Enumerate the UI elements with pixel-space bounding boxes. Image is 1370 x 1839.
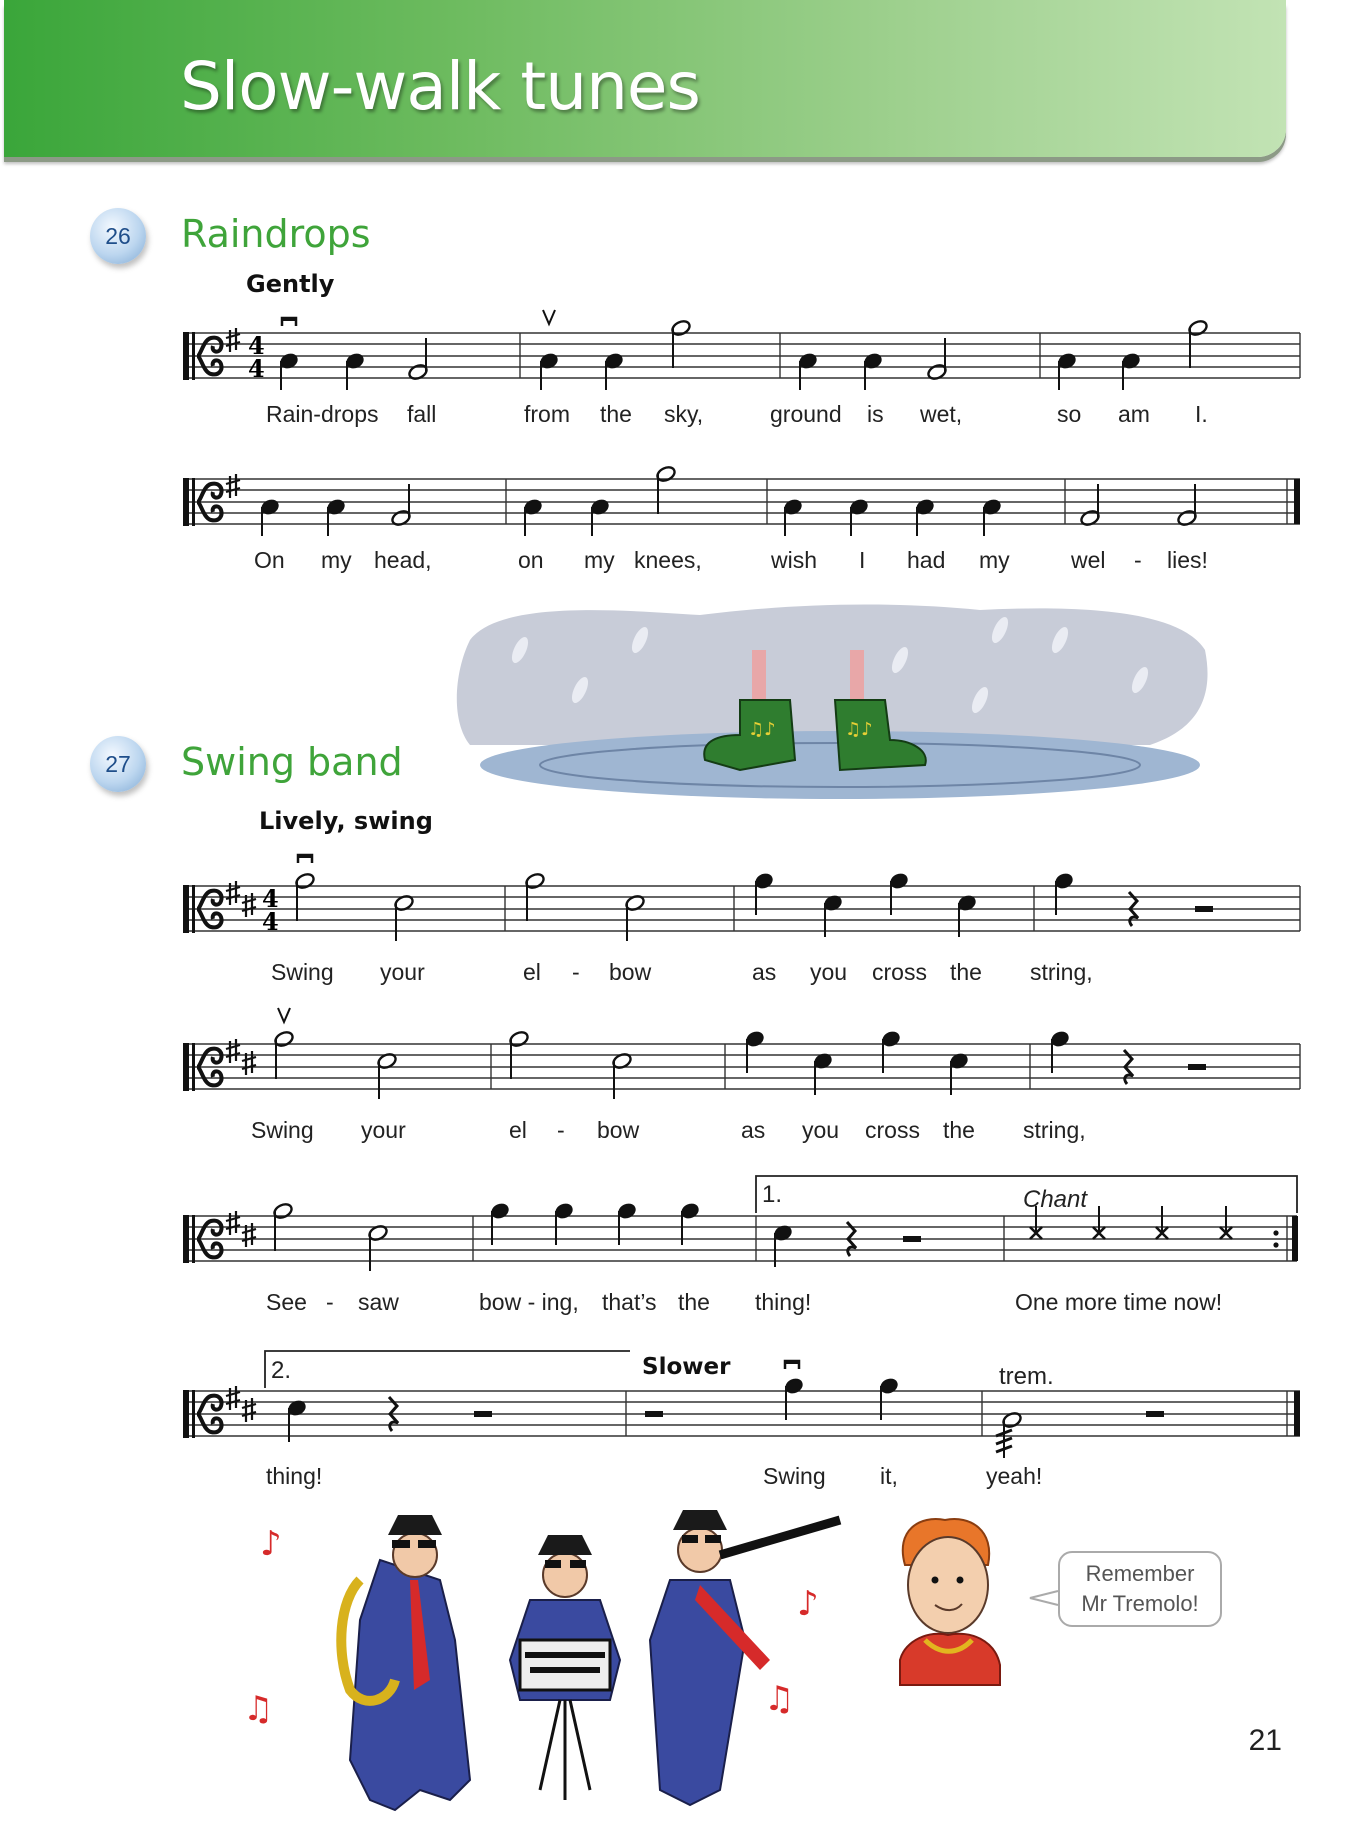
svg-text:the: the	[600, 401, 632, 427]
svg-text:4: 4	[262, 907, 279, 936]
lyrics-swing-3	[266, 1289, 1222, 1315]
svg-text:head,: head,	[374, 547, 432, 573]
svg-text:so: so	[1057, 401, 1082, 427]
svg-text:-: -	[1134, 547, 1142, 573]
svg-text:sky,: sky,	[664, 401, 704, 427]
svg-text:One more time now!: One more time now!	[1015, 1289, 1223, 1315]
svg-text:my: my	[584, 547, 615, 573]
wellies-in-rain-illustration	[457, 605, 1208, 799]
svg-text:as: as	[741, 1117, 766, 1143]
track-number: 27	[105, 750, 131, 777]
svg-text:♫: ♫	[243, 1689, 274, 1729]
page-number: 21	[1248, 1724, 1282, 1757]
svg-text:See: See	[266, 1289, 307, 1315]
song-title-swing-band: Swing band	[181, 740, 403, 784]
speech-bubble-line-2: Mr Tremolo!	[1081, 1591, 1199, 1616]
svg-text:4: 4	[248, 331, 265, 360]
svg-text:♫: ♫	[764, 1679, 795, 1719]
svg-text:string,: string,	[1030, 959, 1093, 985]
svg-text:it,: it,	[880, 1463, 898, 1489]
tremolo-marking: trem.	[999, 1363, 1054, 1390]
lyrics-swing-4	[266, 1463, 1042, 1489]
svg-text:wish: wish	[771, 547, 818, 573]
svg-text:yeah!: yeah!	[986, 1463, 1043, 1489]
svg-text:the: the	[678, 1289, 710, 1315]
svg-text:4: 4	[262, 884, 279, 913]
svg-text:♪: ♪	[797, 1584, 819, 1624]
svg-text:el: el	[509, 1117, 527, 1143]
staff-raindrops-2	[183, 479, 1300, 524]
svg-text:-: -	[557, 1117, 565, 1143]
svg-text:el: el	[523, 959, 541, 985]
saxophone-player-figure	[341, 1515, 470, 1810]
svg-text:I.: I.	[1195, 401, 1208, 427]
svg-text:from: from	[524, 401, 570, 427]
svg-text:bow - ing,: bow - ing,	[479, 1289, 579, 1315]
svg-text:your: your	[380, 959, 425, 985]
svg-text:bow: bow	[609, 959, 652, 985]
svg-text:your: your	[361, 1117, 406, 1143]
svg-text:♫♪: ♫♪	[748, 719, 776, 740]
jazz-band-illustration	[243, 1510, 840, 1810]
svg-text:my: my	[321, 547, 352, 573]
svg-text:saw: saw	[358, 1289, 399, 1315]
svg-text:my: my	[979, 547, 1010, 573]
notes-raindrops-1	[279, 319, 1208, 390]
svg-text:4: 4	[248, 354, 265, 383]
svg-text:fall: fall	[407, 401, 437, 427]
lyrics-swing-1	[271, 959, 1093, 985]
svg-text:am: am	[1118, 401, 1150, 427]
boy-character-illustration	[900, 1519, 1000, 1685]
tempo-marking: Lively, swing	[259, 807, 433, 835]
svg-text:wet,: wet,	[920, 401, 963, 427]
slower-marking: Slower	[642, 1354, 731, 1380]
svg-text:-: -	[572, 959, 580, 985]
lyrics-raindrops-1	[266, 401, 1208, 427]
svg-text:-: -	[326, 1289, 334, 1315]
svg-text:knees,: knees,	[634, 547, 702, 573]
svg-text:lies!: lies!	[1167, 547, 1208, 573]
svg-text:you: you	[810, 959, 848, 985]
track-number: 26	[105, 222, 131, 249]
staff-swing-2	[183, 1044, 1300, 1089]
svg-text:as: as	[752, 959, 777, 985]
svg-text:had: had	[907, 547, 946, 573]
notes-raindrops-2	[260, 465, 1197, 536]
page-title: Slow-walk tunes	[180, 48, 700, 125]
lyrics-swing-2	[251, 1117, 1086, 1143]
svg-text:bow: bow	[597, 1117, 640, 1143]
volta-1-label: 1.	[762, 1181, 783, 1208]
staff-swing-3	[183, 1216, 1298, 1261]
svg-text:is: is	[867, 401, 884, 427]
svg-text:the: the	[950, 959, 982, 985]
svg-text:cross: cross	[872, 959, 927, 985]
svg-text:ground: ground	[770, 401, 842, 427]
svg-text:On: On	[254, 547, 285, 573]
speech-bubble	[1058, 1551, 1222, 1627]
clarinet-player-figure	[650, 1510, 840, 1805]
svg-text:Swing: Swing	[271, 959, 334, 985]
volta-2-label: 2.	[271, 1357, 292, 1384]
svg-text:wel: wel	[1071, 547, 1106, 573]
drummer-figure	[510, 1535, 620, 1800]
svg-text:I: I	[859, 547, 866, 573]
svg-text:Swing: Swing	[763, 1463, 826, 1489]
lyrics-raindrops-2	[254, 547, 1208, 573]
svg-text:you: you	[802, 1117, 840, 1143]
svg-text:the: the	[943, 1117, 975, 1143]
svg-text:that’s: that’s	[602, 1289, 657, 1315]
song-title-raindrops: Raindrops	[181, 212, 371, 256]
chant-label: Chant	[1023, 1186, 1088, 1213]
svg-text:Swing: Swing	[251, 1117, 314, 1143]
svg-text:♫♪: ♫♪	[845, 719, 873, 740]
svg-text:♪: ♪	[260, 1524, 282, 1564]
svg-text:on: on	[518, 547, 544, 573]
svg-text:string,: string,	[1023, 1117, 1086, 1143]
svg-text:cross: cross	[865, 1117, 920, 1143]
svg-text:thing!: thing!	[266, 1463, 323, 1489]
volta-bracket-2	[265, 1351, 630, 1388]
svg-text:Rain-drops: Rain-drops	[266, 401, 379, 427]
speech-bubble-tail	[1030, 1591, 1058, 1605]
speech-bubble-line-1: Remember	[1085, 1561, 1195, 1586]
staff-swing-4	[183, 1391, 1300, 1436]
tempo-marking: Gently	[246, 270, 335, 298]
svg-text:thing!: thing!	[755, 1289, 812, 1315]
